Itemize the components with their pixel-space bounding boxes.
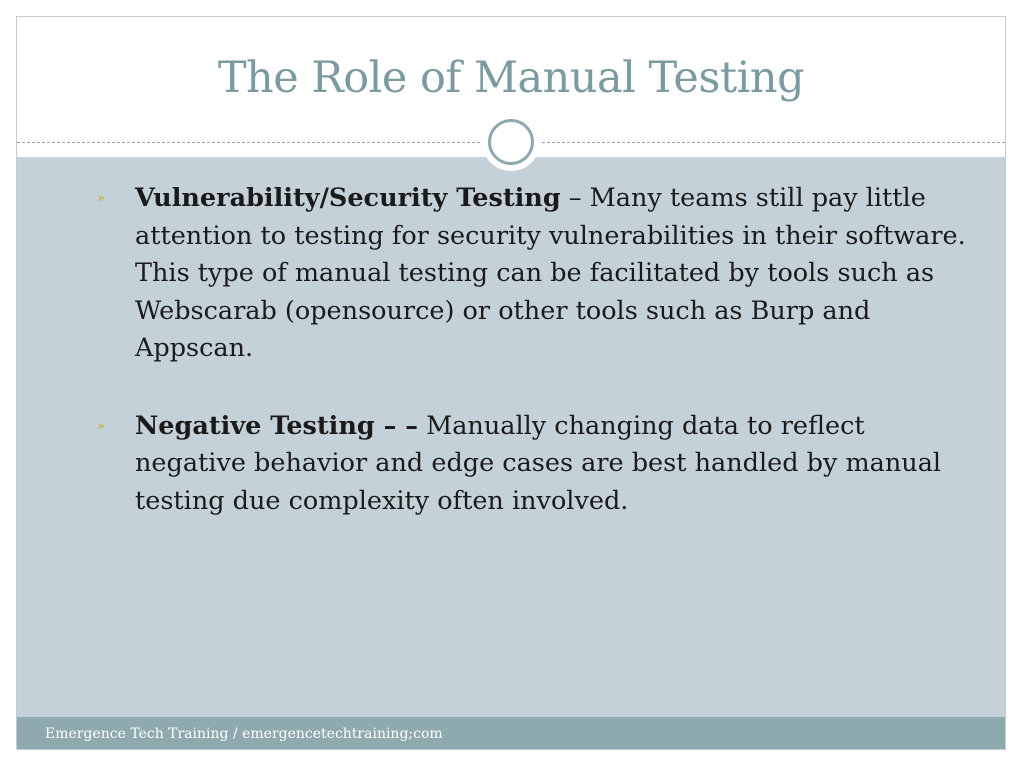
bullet-marker-icon: » [97, 418, 105, 434]
slide [16, 16, 1006, 750]
bullet-text: – Many teams still pay little attention to testing for security vulnerabilities in their software. This type of manual testing can be facilitated by tools such as Webscarab (opensource) or other tools such as Burp and Appscan. [135, 183, 966, 363]
bullet-heading: Negative Testing – – [135, 410, 418, 441]
slide-title: The Role of Manual Testing [217, 53, 805, 103]
bullet-list [97, 180, 967, 560]
footer-text: Emergence Tech Training / emergencetechtraining;com [45, 726, 443, 742]
bullet-marker-icon: » [97, 191, 105, 206]
bullet-item-security-testing [97, 180, 967, 368]
bullet-heading: Vulnerability/Security Testing [135, 183, 561, 213]
bullet-item-negative-testing [97, 408, 967, 521]
bullet-text: Manually changing data to reflect negative behavior and edge cases are best handled by manual testing due complexity often involved. [135, 410, 942, 516]
footer-bar [17, 717, 1005, 750]
circle-ornament-icon [482, 113, 540, 171]
